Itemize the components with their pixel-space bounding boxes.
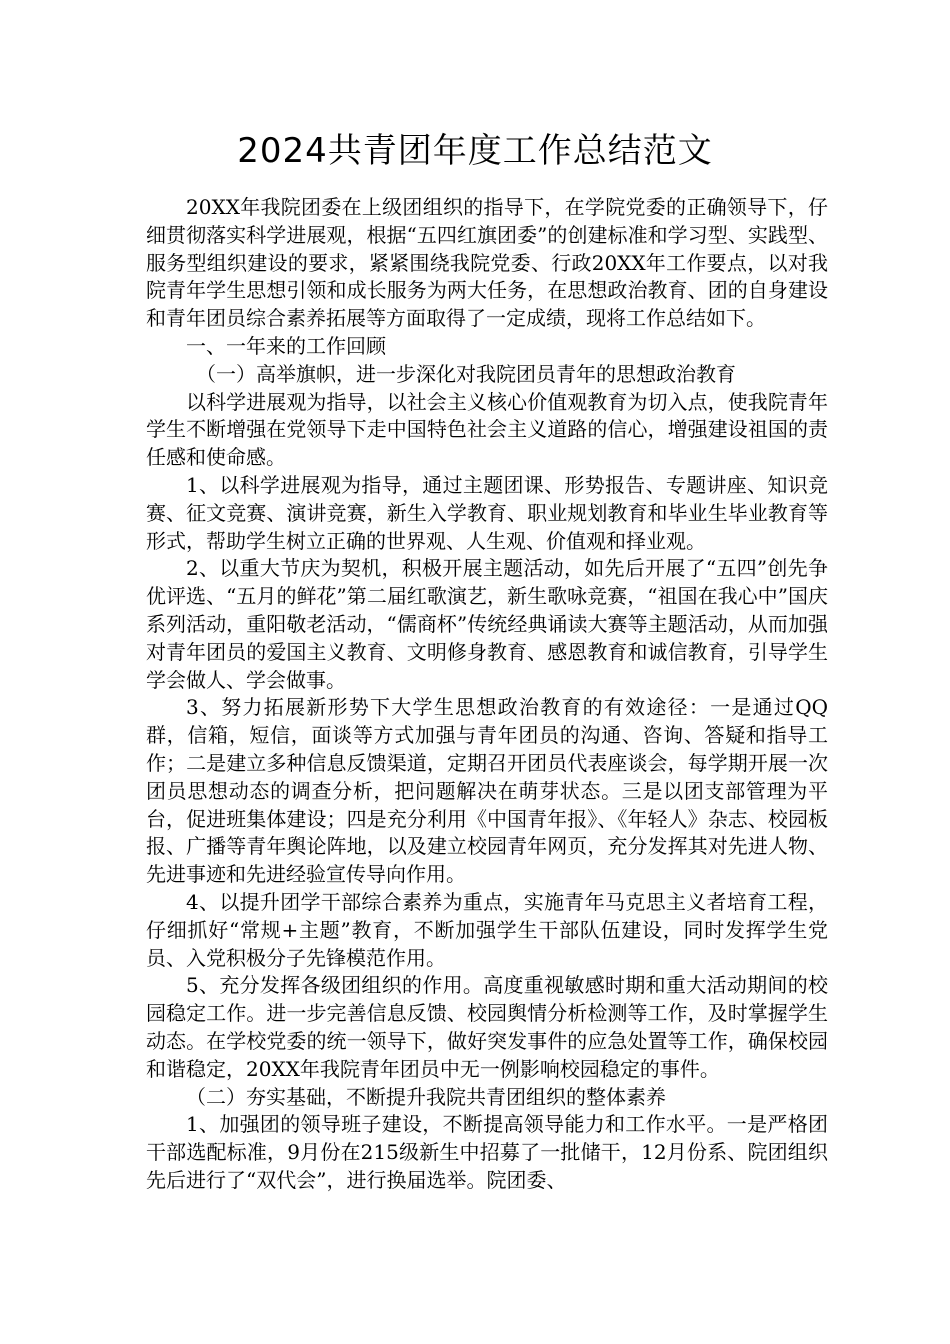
section-heading: 一、一年来的工作回顾 — [186, 333, 386, 358]
intro-paragraph: 20XX年我院团委在上级团组织的指导下，在学院党委的正确领导下，仔细贯彻落实科学进展观，根据“五四红旗团委”的创建标准和学习型、实践型、服务型组织建设的要求，紧紧围绕我院党委、行政20XX年工作要点，以对我院青年学生思想引领和成长服务为两大任务，在思想政治教育、团的自身建设和青年团员综合素养拓展等方面取得了一定成绩，现将工作总结如下。 — [146, 195, 828, 331]
document-title: 2024共青团年度工作总结范文 — [237, 131, 713, 171]
body-paragraph: 1、加强团的领导班子建设，不断提高领导能力和工作水平。一是严格团干部选配标准，9月份在215级新生中招募了一批储干，12月份系、院团组织先后进行了“双代会”，进行换届选举。院团委、 — [146, 1112, 828, 1192]
body-paragraph: 以科学进展观为指导，以社会主义核心价值观教育为切入点，使我院青年学生不断增强在党领导下走中国特色社会主义道路的信心，增强建设祖国的责任感和使命感。 — [146, 389, 828, 470]
body-paragraph: 1、以科学进展观为指导，通过主题团课、形势报告、专题讲座、知识竞赛、征文竞赛、演讲竞赛，新生入学教育、职业规划教育和毕业生毕业教育等形式，帮助学生树立正确的世界观、人生观、价值观和择业观。 — [146, 472, 828, 553]
body-paragraph: 2、以重大节庆为契机，积极开展主题活动，如先后开展了“五四”创先争优评选、“五月的鲜花”第二届红歌演艺，新生歌咏竞赛，“祖国在我心中”国庆系列活动，重阳敬老活动，“儒商杯”传统经典诵读大赛等主题活动，从而加强对青年团员的爱国主义教育、文明修身教育、感恩教育和诚信教育，引导学生学会做人、学会做事。 — [146, 556, 828, 692]
body-paragraph: 5、充分发挥各级团组织的作用。高度重视敏感时期和重大活动期间的校园稳定工作。进一步完善信息反馈、校园舆情分析检测等工作，及时掌握学生动态。在学校党委的统一领导下，做好突发事件的应急处置等工作，确保校园和谐稳定，20XX年我院青年团员中无一例影响校园稳定的事件。 — [146, 973, 828, 1081]
body-paragraph: 4、以提升团学干部综合素养为重点，实施青年马克思主义者培育工程，仔细抓好“常规+主题”教育，不断加强学生干部队伍建设，同时发挥学生党员、入党积极分子先锋模范作用。 — [146, 889, 828, 970]
subsection-heading: （二）夯实基础，不断提升我院共青团组织的整体素养 — [186, 1084, 666, 1109]
body-paragraph: 3、努力拓展新形势下大学生思想政治教育的有效途径：一是通过QQ群，信箱，短信，面谈等方式加强与青年团员的沟通、咨询、答疑和指导工作；二是建立多种信息反馈渠道，定期召开团员代表座谈会，每学期开展一次团员思想动态的调查分析，把问题解决在萌芽状态。三是以团支部管理为平台，促进班集体建设；四是充分利用《中国青年报》、《年轻人》杂志、校园板报、广播等青年舆论阵地，以及建立校园青年网页，充分发挥其对先进人物、先进事迹和先进经验宣传导向作用。 — [146, 695, 828, 887]
subsection-heading: （一）高举旗帜，进一步深化对我院团员青年的思想政治教育 — [196, 361, 736, 386]
document-body — [146, 194, 828, 1195]
